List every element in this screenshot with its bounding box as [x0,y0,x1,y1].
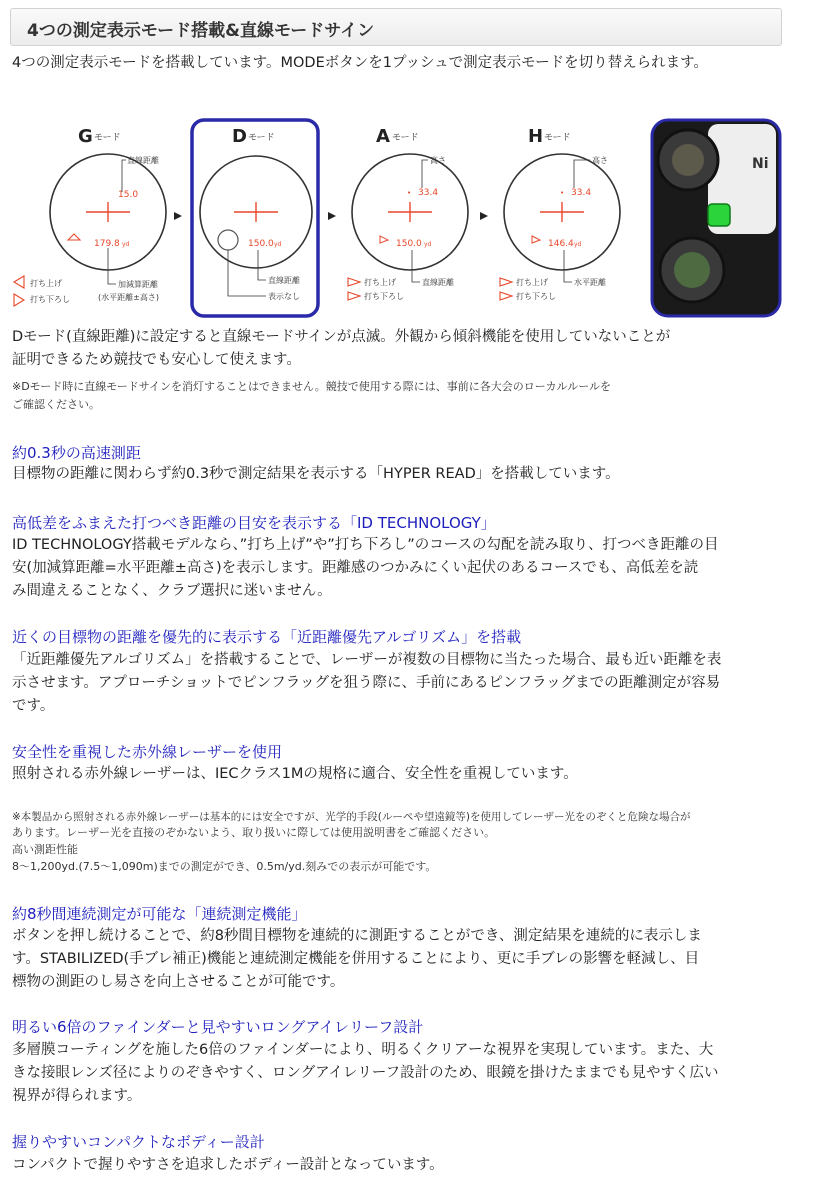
section-heading-laser-safety: 安全性を重視した赤外線レーザーを使用 [12,743,283,761]
device-photo [652,120,780,316]
intro-text: 4つの測定表示モードを搭載しています。MODEボタンを1プッシュで測定表示モードを切り替えられます。 [12,55,708,71]
section-heading-id-technology: 高低差をふまえた打つべき距離の目安を表示する「ID TECHNOLOGY」 [12,514,496,532]
mode-a-uphill-label: 打ち上げ [364,278,396,287]
mode-diagram [8,112,784,322]
section-text: 「近距離優先アルゴリズム」を搭載することで、レーザーが複数の目標物に当たった場合、最も近い距離を表 [12,652,722,668]
dmode-text-line-2: 証明できるため競技でも安心して使えます。 [12,352,301,368]
device-brand-text: Ni [752,156,769,172]
mode-g-panel [14,126,166,306]
section-heading-continuous: 約8秒間連続測定が可能な「連続測定機能」 [12,905,307,923]
device-green-button-icon [708,204,730,226]
mode-h-bottom-value: 146.4 [548,239,574,249]
dmode-note-line-1: ※Dモード時に直線モードサインを消灯することはできません。競技で使用する際には、事前に各大会のローカルルールを [12,380,611,393]
section-heading-near-priority: 近くの目標物の距離を優先的に表示する「近距離優先アルゴリズム」を搭載 [12,628,522,646]
mode-h-panel [500,126,620,301]
mode-d-unit: yd [274,241,282,248]
mode-a-panel [348,126,468,301]
mode-d-letter: D [232,126,247,147]
mode-d-panel [200,126,312,301]
mode-a-bottom-value: 150.0 [396,239,422,249]
mode-h-top-value: 33.4 [571,188,592,198]
mode-g-right-sub: (水平距離±高さ) [98,293,159,302]
section-title: 4つの測定表示モード搭載&直線モードサイン [27,21,375,41]
mode-g-bottom-value: 179.8 [94,239,120,249]
section-text: 標物の測距のし易さを向上させることが可能です。 [12,974,345,990]
section-text: ボタンを押し続けることで、約8秒間目標物を連続的に測距することができ、測定結果を連続的に表示しま [12,928,702,944]
mode-g-right-label: 加減算距離 [118,280,158,289]
mode-h-top-label: 高さ [592,156,608,165]
mode-h-right-label: 水平距離 [574,278,606,287]
mode-a-right-label: 直線距離 [422,278,454,287]
mode-h-uphill-label: 打ち上げ [516,278,548,287]
straight-mode-sign-icon [218,230,238,250]
mode-h-suffix: モード [544,133,571,143]
mode-d-right-sub: 表示なし [268,292,300,301]
mode-a-top-value: 33.4 [418,188,439,198]
performance-text: 8〜1,200yd.(7.5〜1,090m)までの測定ができ、0.5m/yd.刻みでの表示が可能です。 [12,860,437,873]
section-heading-compact-body: 握りやすいコンパクトなボディー設計 [12,1133,265,1151]
section-text: ID TECHNOLOGY搭載モデルなら、”打ち上げ”や”打ち下ろし”のコースの勾配を読み取り、打つべき距離の目 [12,537,719,553]
svg-text:•: • [407,189,412,197]
section-text: 視界が得られます。 [12,1088,142,1104]
mode-g-suffix: モード [94,133,121,143]
mode-g-top-value: 15.0 [118,190,139,200]
mode-g-top-label: 直線距離 [127,156,159,165]
section-text: 多層膜コーティングを施した6倍のファインダーにより、明るくクリアーな視界を実現しています。また、大 [12,1042,714,1058]
section-text: 安(加減算距離=水平距離±高さ)を表示します。距離感のつかみにくい起伏のあるコースでも、高低差を読 [12,560,699,576]
section-heading-finder: 明るい6倍のファインダーと見やすいロングアイレリーフ設計 [12,1018,424,1036]
mode-h-unit: yd [574,241,582,248]
mode-d-suffix: モード [248,133,275,143]
mode-a-letter: A [376,126,390,147]
mode-g-uphill-label: 打ち上げ [30,279,62,288]
mode-h-letter: H [528,126,544,147]
mode-g-downhill-label: 打ち下ろし [30,295,70,304]
mode-g-letter: G [78,126,93,147]
section-title-banner [10,8,782,46]
performance-label: 高い測距性能 [12,843,78,856]
section-heading-hyper-read: 約0.3秒の高速測距 [12,444,141,462]
mode-h-downhill-label: 打ち下ろし [516,292,556,301]
laser-note-line-2: あります。レーザー光を直接のぞかないよう、取り扱いに際しては使用説明書をご確認ください。 [12,826,496,839]
section-text: コンパクトで握りやすさを追求したボディー設計となっています。 [12,1157,444,1173]
mode-d-right-label: 直線距離 [268,276,300,285]
svg-text:•: • [560,189,565,197]
arrow-a-to-h-icon [480,212,488,220]
mode-a-downhill-label: 打ち下ろし [364,292,404,301]
mode-a-top-label: 高さ [430,156,446,165]
section-text: です。 [12,698,55,714]
section-text: 照射される赤外線レーザーは、IECクラス1Mの規格に適合、安全性を重視しています。 [12,766,578,782]
mode-a-suffix: モード [392,133,419,143]
laser-note-line-1: ※本製品から照射される赤外線レーザーは基本的には安全ですが、光学的手段(ルーペや望遠鏡等)を使用してレーザー光をのぞくと危険な場合が [12,811,691,823]
section-text: 目標物の距離に関わらず約0.3秒で測定結果を表示する「HYPER READ」を搭載しています。 [12,466,620,482]
arrow-d-to-a-icon [328,212,336,220]
mode-g-unit: yd [122,241,130,248]
mode-d-bottom-value: 150.0 [248,239,274,249]
mode-a-unit: yd [424,241,432,248]
dmode-note-line-2: ご確認ください。 [12,398,100,411]
section-text: きな接眼レンズ径によりのぞきやすく、ロングアイレリーフ設計のため、眼鏡を掛けたままでも見やすく広い [12,1065,719,1081]
section-text: 示させます。アプローチショットでピンフラッグを狙う際に、手前にあるピンフラッグまでの距離測定が容易 [12,675,721,691]
section-text: み間違えることなく、クラブ選択に迷いません。 [12,583,332,599]
section-text: す。STABILIZED(手ブレ補正)機能と連続測定機能を併用することにより、更に手ブレの影響を軽減し、目 [12,951,700,967]
arrow-g-to-d-icon [174,212,182,220]
dmode-text-line-1: Dモード(直線距離)に設定すると直線モードサインが点滅。外観から傾斜機能を使用していないことが [12,329,671,345]
